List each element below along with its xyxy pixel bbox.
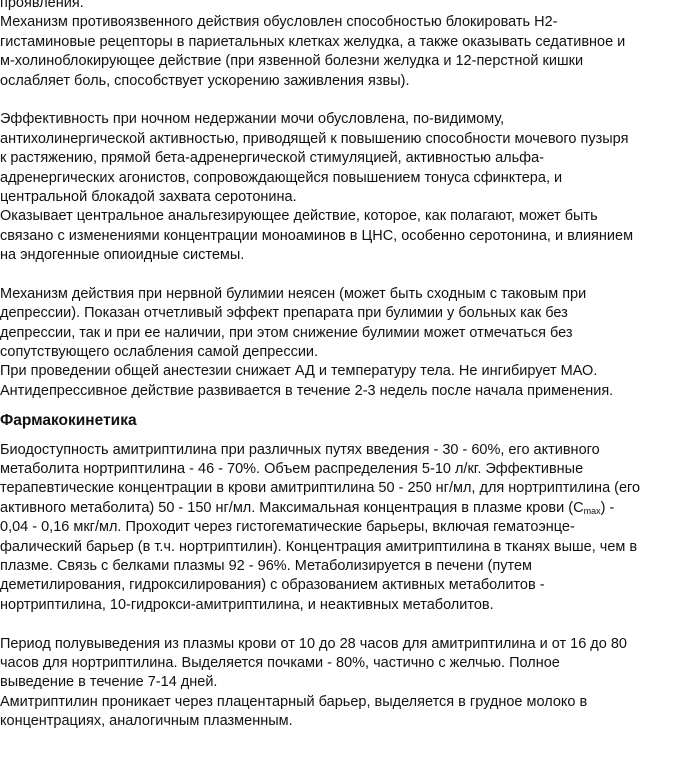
text-line: концентрациях, аналогичным плазменным. (0, 713, 293, 730)
text-line: центральной блокадой захвата серотонина. (0, 188, 297, 205)
text-line: адренергических агонистов, сопровождающейся повышением тонуса сфинктера, и (0, 169, 563, 186)
text-line: Период полувыведения из плазмы крови от 10 до 28 часов для амитриптилина и от 16 до 80 (0, 635, 627, 652)
cmax-subscript: max (583, 505, 601, 516)
text-line: часов для нортриптилина. Выделяется почками - 80%, частично с желчью. Полное (0, 654, 560, 671)
text-line: фалический барьер (в т.ч. нортриптилин). Концентрация амитриптилина в тканях выше, чем в (0, 538, 638, 555)
text-line: Биодоступность амитриптилина при различных путях введения - 30 - 60%, его активного (0, 441, 600, 458)
text-line: гистаминовые рецепторы в париетальных клетках желудка, а также оказывать седативное и (0, 33, 626, 50)
text-line: Амитриптилин проникает через плацентарный барьер, выделяется в грудное молоко в (0, 693, 588, 710)
text-line: ослабляет боль, способствует ускорению заживления язвы). (0, 72, 410, 89)
paragraph-gap (0, 615, 690, 634)
text-line: депрессии). Показан отчетливый эффект препарата при булимии у больных как без (0, 305, 568, 322)
text-line: Механизм действия при нервной булимии неясен (может быть сходным с таковым при (0, 285, 587, 302)
text-segment: ) - (600, 499, 615, 516)
text-line: Эффективность при ночном недержании мочи обусловлена, по-видимому, (0, 111, 505, 128)
paragraph-gap (0, 265, 690, 284)
text-line-cmax (0, 499, 690, 518)
text-line: 0,04 - 0,16 мкг/мл. Проходит через гистогематические барьеры, включая гематоэнце- (0, 519, 575, 536)
section-heading-pharmacokinetics: Фармакокинетика (0, 412, 137, 430)
text-line: сопутствующего ослабления самой депрессии. (0, 344, 319, 361)
text-line: проявления. (0, 0, 84, 11)
text-line: к растяжению, прямой бета-адренергической стимуляцией, активностью альфа- (0, 150, 544, 167)
text-line: антихолинергической активностью, приводящей к повышению способности мочевого пузыря (0, 130, 629, 147)
paragraph-elimination (0, 635, 690, 732)
paragraph-gap (0, 91, 690, 110)
text-line: депрессии, так и при ее наличии, при этом снижение булимии может отмечаться без (0, 324, 573, 341)
paragraph-enuresis (0, 110, 690, 265)
text-line: нортриптилина, 10-гидрокси-амитриптилина, и неактивных метаболитов. (0, 596, 494, 613)
text-line: плазме. Связь с белками плазмы 92 - 96%. Метаболизируется в печени (путем (0, 557, 532, 574)
text-line: деметилирования, гидроксилирования) с образованием активных метаболитов - (0, 577, 545, 594)
text-line: метаболита нортриптилина - 46 - 70%. Объем распределения 5-10 л/кг. Эффективные (0, 460, 584, 477)
text-line: Механизм противоязвенного действия обусловлен способностью блокировать Н2- (0, 14, 558, 31)
text-line: Оказывает центральное анальгезирующее действие, которое, как полагают, может быть (0, 208, 598, 225)
text-line: связано с изменениями концентрации моноаминов в ЦНС, особенно серотонина, и влиянием (0, 227, 634, 244)
paragraph-bulimia (0, 285, 690, 401)
text-line: терапевтические концентрации в крови амитриптилина 50 - 250 нг/мл, для нортриптилина (его (0, 480, 641, 497)
text-line: на эндогенные опиоидные системы. (0, 247, 245, 264)
paragraph-antiulcer (0, 0, 690, 91)
text-line: Антидепрессивное действие развивается в течение 2-3 недель после начала применения. (0, 382, 614, 399)
paragraph-bioavailability (0, 441, 690, 616)
text-line: выведение в течение 7-14 дней. (0, 674, 218, 691)
text-line: При проведении общей анестезии снижает АД и температуру тела. Не ингибирует МАО. (0, 363, 598, 380)
text-segment: активного метаболита) 50 - 150 нг/мл. Максимальная концентрация в плазме крови (C (0, 499, 584, 516)
text-line: м-холиноблокирующее действие (при язвенной болезни желудка и 12-перстной кишки (0, 53, 584, 70)
